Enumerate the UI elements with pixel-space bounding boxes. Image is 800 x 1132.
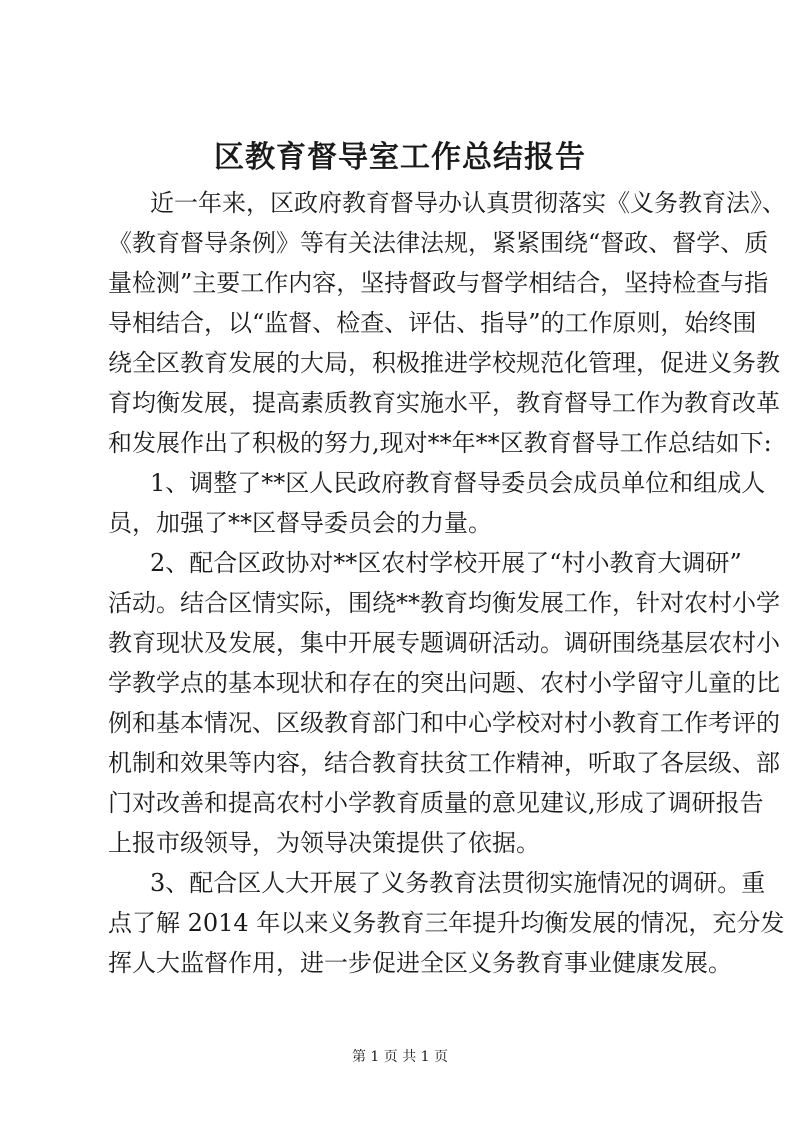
- paragraph: [108, 463, 766, 543]
- paragraph: [108, 863, 785, 983]
- paragraph-line: 例和基本情况、区级教育部门和中心学校对村小教育工作考评的: [108, 709, 780, 737]
- paragraph-line: 近一年来，区政府教育督导办认真贯彻落实《义务教育法》、: [150, 189, 786, 217]
- paragraph-line: 教育现状及发展，集中开展专题调研活动。调研围绕基层农村小: [108, 629, 780, 657]
- document-title: 区教育督导室工作总结报告: [214, 140, 586, 175]
- paragraph-line: 点了解 2014 年以来义务教育三年提升均衡发展的情况，充分发: [108, 909, 785, 937]
- paragraph-line: 绕全区教育发展的大局，积极推进学校规范化管理，促进义务教: [108, 349, 780, 377]
- paragraph-line: 机制和效果等内容，结合教育扶贫工作精神，听取了各层级、部: [108, 749, 780, 777]
- paragraph-line: 1、调整了**区人民政府教育督导委员会成员单位和组成人: [150, 469, 766, 497]
- paragraph-line: 量检测”主要工作内容，坚持督政与督学相结合，坚持检查与指: [108, 269, 769, 297]
- paragraph-line: 和发展作出了积极的努力,现对**年**区教育督导工作总结如下:: [108, 429, 772, 457]
- document-body: [108, 183, 786, 983]
- paragraph-line: 育均衡发展，提高素质教育实施水平，教育督导工作为教育改革: [108, 389, 780, 417]
- paragraph-line: 学教学点的基本现状和存在的突出问题、农村小学留守儿童的比: [108, 669, 780, 697]
- paragraph: [108, 543, 780, 863]
- paragraph-line: 上报市级领导，为领导决策提供了依据。: [108, 829, 540, 857]
- paragraph: [108, 183, 786, 463]
- paragraph-line: 3、配合区人大开展了义务教育法贯彻实施情况的调研。重: [150, 869, 766, 897]
- paragraph-line: 员，加强了**区督导委员会的力量。: [108, 509, 492, 537]
- page-footer: 第 1 页 共 1 页: [351, 1049, 449, 1065]
- paragraph-line: 2、配合区政协对**区农村学校开展了“村小教育大调研”: [150, 549, 742, 577]
- paragraph-line: 活动。结合区情实际，围绕**教育均衡发展工作，针对农村小学: [108, 589, 780, 617]
- paragraph-line: 导相结合，以“监督、检查、评估、指导”的工作原则，始终围: [108, 309, 757, 337]
- paragraph-line: 门对改善和提高农村小学教育质量的意见建议,形成了调研报告: [108, 789, 764, 817]
- paragraph-line: 《教育督导条例》等有关法律法规，紧紧围绕“督政、督学、质: [108, 229, 769, 257]
- paragraph-line: 挥人大监督作用，进一步促进全区义务教育事业健康发展。: [108, 949, 732, 977]
